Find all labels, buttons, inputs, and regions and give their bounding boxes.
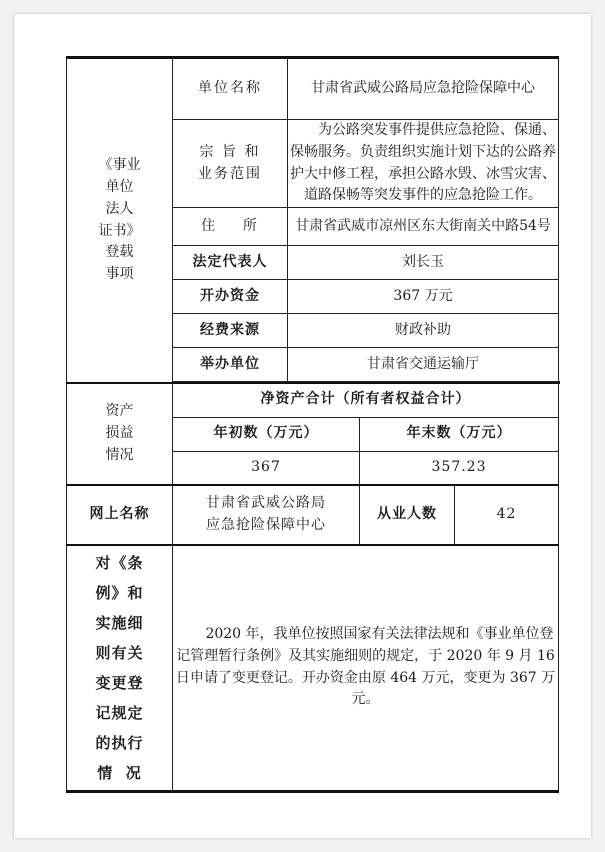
document-page xyxy=(14,14,591,838)
end-year-value: 357.23 xyxy=(360,451,559,485)
assets-section-label xyxy=(67,383,173,485)
funding-label: 经费来源 xyxy=(173,314,288,348)
label-line: 法人 xyxy=(105,200,134,217)
annual-report-table xyxy=(66,56,560,793)
staff-count-label: 从业人数 xyxy=(360,485,455,545)
label-line: 资产 xyxy=(105,403,134,420)
label-line: 情况 xyxy=(105,446,134,463)
begin-year-header: 年初数（万元） xyxy=(173,417,360,451)
purpose-value: 为公路突发事件提供应急抢险、保通、保畅服务。负责组织实施计划下达的公路养护大中修工程，承担公路水毁、冰雪灾害、道路保畅等突发事件的应急抢险工作。 xyxy=(288,120,559,208)
purpose-label xyxy=(173,120,288,208)
begin-year-value: 367 xyxy=(173,451,360,485)
unit-name-value: 甘肃省武威公路局应急抢险保障中心 xyxy=(288,58,559,120)
label-line: 对《条 xyxy=(95,553,144,572)
sponsor-label: 举办单位 xyxy=(173,348,288,382)
label-line: 业务范围 xyxy=(198,165,262,182)
end-year-header: 年末数（万元） xyxy=(360,417,559,451)
label-line: 变更登 xyxy=(95,673,144,692)
compliance-text: 2020 年，我单位按照国家有关法律法规和《事业单位登记管理暂行条例》及其实施细则的规定，于 2020 年 9 月 16 日申请了变更登记。开办资金由原 464 万元，变更为 367 万元。 xyxy=(175,626,556,708)
label-line: 事项 xyxy=(105,265,134,282)
registration-section-label xyxy=(67,58,173,384)
label-line: 单位 xyxy=(105,179,134,196)
label-line: 情 况 xyxy=(97,763,142,782)
compliance-body xyxy=(173,545,559,791)
compliance-section-label xyxy=(67,545,173,791)
sponsor-value: 甘肃省交通运输厅 xyxy=(288,348,559,382)
label-line: 记规定 xyxy=(95,703,144,722)
online-name-label: 网上名称 xyxy=(67,485,173,545)
label-line: 例》和 xyxy=(95,583,144,602)
legal-rep-label: 法定代表人 xyxy=(173,246,288,280)
value-line: 甘肃省武威公路局 xyxy=(206,495,326,512)
value-line: 应急抢险保障中心 xyxy=(206,517,326,533)
address-label: 住 所 xyxy=(173,208,288,246)
funding-value: 财政补助 xyxy=(288,314,559,348)
label-line: 损益 xyxy=(105,425,134,442)
capital-value: 367 万元 xyxy=(288,280,559,314)
label-line: 则有关 xyxy=(95,643,144,662)
label-line: 宗 旨 和 xyxy=(199,143,261,160)
label-line: 的执行 xyxy=(95,733,144,752)
legal-rep-value: 刘长玉 xyxy=(288,246,559,280)
online-name-value xyxy=(173,485,360,545)
staff-count-value: 42 xyxy=(455,485,559,545)
label-line: 实施细 xyxy=(95,613,144,632)
label-line: 《事业 xyxy=(98,157,141,174)
net-assets-header: 净资产合计（所有者权益合计） xyxy=(173,383,559,417)
capital-label: 开办资金 xyxy=(173,280,288,314)
unit-name-label: 单位名称 xyxy=(173,58,288,120)
label-line: 证书》 xyxy=(98,222,141,239)
label-line: 登载 xyxy=(105,244,134,261)
address-value: 甘肃省武威市凉州区东大街南关中路54号 xyxy=(288,208,559,246)
